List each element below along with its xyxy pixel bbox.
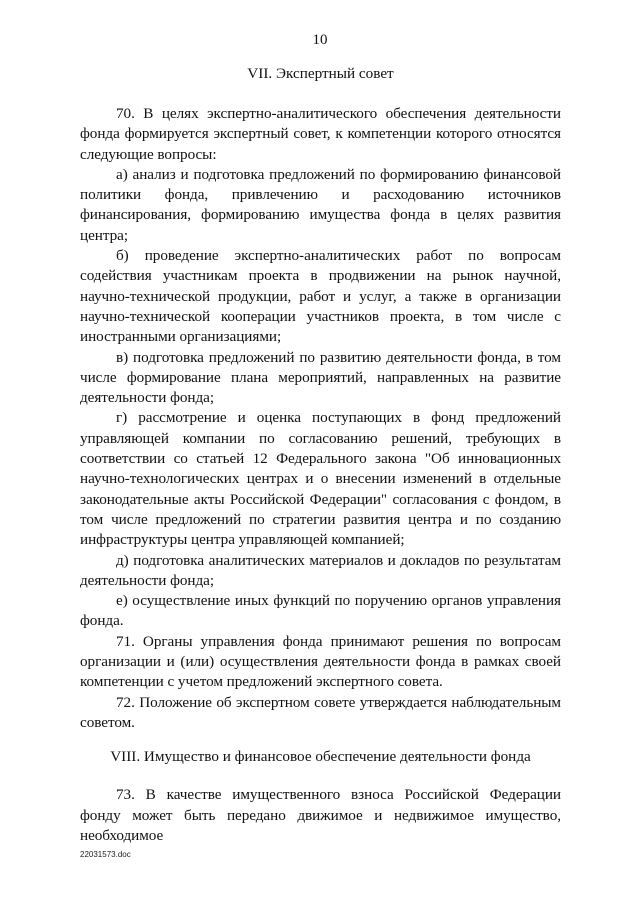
paragraph-70e: д) подготовка аналитических материалов и докладов по результатам деятельности фонда;	[80, 551, 561, 589]
paragraph-70c: в) подготовка предложений по развитию деятельности фонда, в том числе формирование плана мероприятий, направленных на развитие деятельности фонда;	[80, 348, 561, 407]
paragraph-70f: е) осуществление иных функций по поручению органов управления фонда.	[80, 592, 561, 630]
footer-file-name: 22031573.doc	[80, 850, 131, 859]
paragraph-70d: г) рассмотрение и оценка поступающих в фонд предложений управляющей компании по согласованию решений, требующих в соответствии со статьей 12 Федерального закона "Об инновационных научно-технологических центрах и о внесении изменений в отдельные законодательные акты Российской Федерации" согласования с фондом, в том числе предложений по стратегии развития центра и по созданию инфраструктуры центра управляющей компанией;	[80, 409, 561, 549]
paragraph-71: 71. Органы управления фонда принимают решения по вопросам организации и (или) осуществления деятельности фонда в рамках своей компетенции с учетом предложений экспертного совета.	[80, 632, 561, 691]
document-body	[80, 64, 561, 846]
paragraph-70: 70. В целях экспертно-аналитического обеспечения деятельности фонда формируется экспертный совет, к компетенции которого относятся следующие вопросы:	[80, 105, 561, 163]
paragraph-70a: а) анализ и подготовка предложений по формированию финансовой политики фонда, привлечению и расходованию источников финансирования, формированию имущества фонда в целях развития центра;	[80, 165, 561, 244]
section-vii-heading: VII. Экспертный совет	[247, 65, 394, 82]
paragraph-72: 72. Положение об экспертном совете утверждается наблюдательным советом.	[80, 693, 561, 731]
paragraph-73: 73. В качестве имущественного взноса Российской Федерации фонду может быть передано движимое и недвижимое имущество, необходимое	[80, 786, 561, 844]
section-viii-heading: VIII. Имущество и финансовое обеспечение деятельности фонда	[110, 748, 531, 766]
page-number: 10	[312, 32, 328, 48]
paragraph-70b: б) проведение экспертно-аналитических работ по вопросам содействия участникам проекта в продвижении на рынок научной, научно-технической продукции, работ и услуг, а также в организации научно-технической кооперации участников проекта, в том числе с иностранными организациями;	[80, 247, 561, 346]
